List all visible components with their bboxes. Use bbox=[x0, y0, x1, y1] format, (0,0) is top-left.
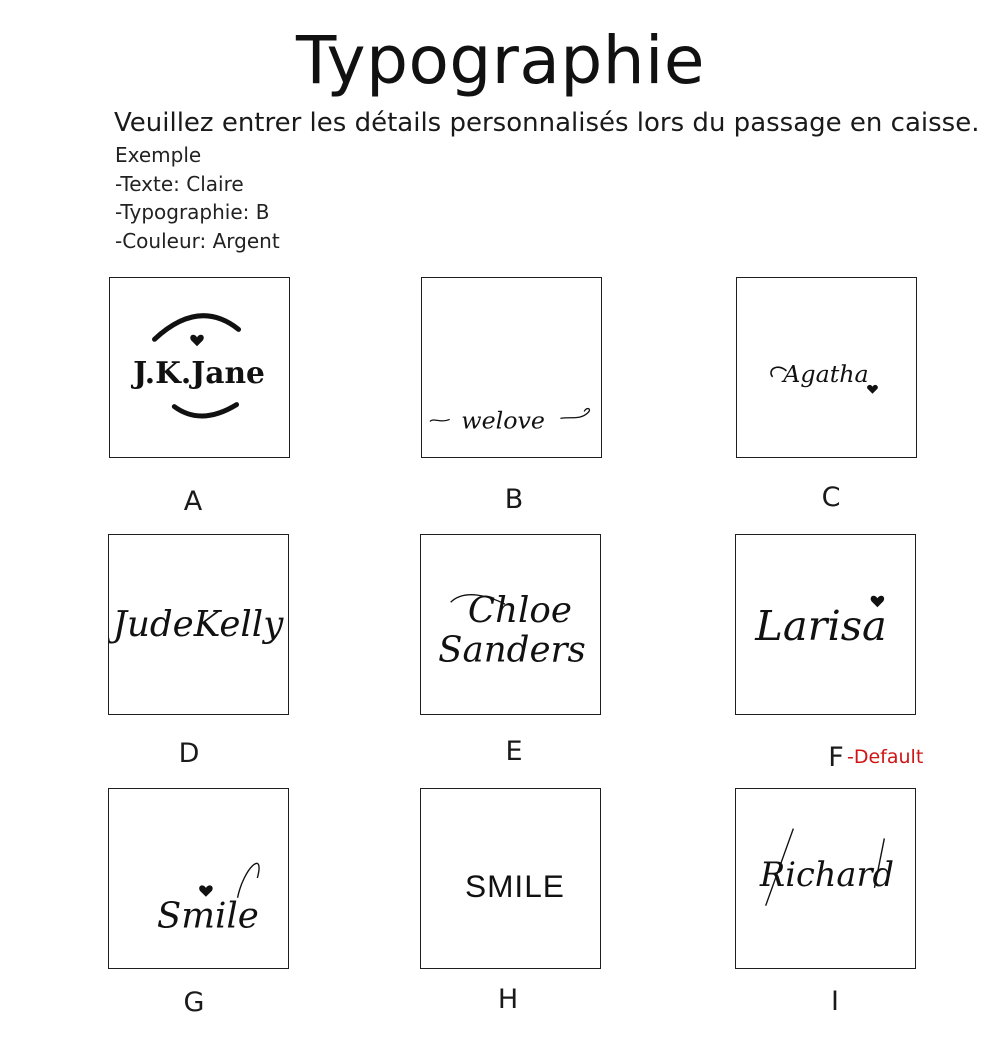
font-option-b[interactable] bbox=[421, 277, 602, 458]
example-heading: Exemple bbox=[115, 143, 202, 167]
font-sample-e-line1: Chloe bbox=[467, 590, 572, 632]
example-font-line: -Typographie: B bbox=[115, 200, 270, 224]
option-letter-d: D bbox=[178, 738, 200, 769]
font-option-g[interactable] bbox=[108, 788, 289, 969]
font-option-d[interactable] bbox=[108, 534, 289, 715]
option-letter-a: A bbox=[183, 486, 203, 517]
font-sample-a: J.K.Jane bbox=[133, 354, 265, 390]
example-block bbox=[115, 141, 280, 255]
font-option-f[interactable] bbox=[735, 534, 916, 715]
example-text-line: -Texte: Claire bbox=[115, 171, 244, 196]
option-letter-b: B bbox=[504, 484, 524, 515]
font-sample-a-graphic bbox=[110, 278, 289, 457]
font-option-h[interactable] bbox=[420, 788, 601, 969]
font-option-i[interactable] bbox=[735, 788, 916, 969]
font-sample-b: welove bbox=[461, 406, 545, 435]
font-sample-h: SMILE bbox=[465, 867, 565, 904]
font-sample-f: Larisa bbox=[755, 600, 887, 650]
option-letter-i: I bbox=[831, 986, 839, 1017]
default-badge: -Default bbox=[847, 746, 924, 768]
option-letter-g: G bbox=[183, 987, 205, 1018]
font-sample-d: JudeKelly bbox=[112, 603, 284, 645]
option-letter-h: H bbox=[497, 984, 519, 1015]
font-option-e[interactable] bbox=[420, 534, 601, 715]
heart-icon bbox=[190, 335, 203, 346]
option-letter-e: E bbox=[505, 736, 523, 767]
option-letter-c: C bbox=[821, 482, 841, 513]
font-sample-g: Smile bbox=[156, 895, 259, 937]
font-option-c[interactable] bbox=[736, 277, 917, 458]
font-sample-i: Richard bbox=[759, 854, 895, 894]
font-option-a[interactable] bbox=[109, 277, 290, 458]
option-letter-f: F bbox=[828, 742, 844, 773]
font-sample-c: Agatha bbox=[783, 359, 869, 388]
page-title: Typographie bbox=[295, 22, 705, 99]
font-sample-e-line2: Sanders bbox=[438, 629, 586, 671]
intro-text: Veuillez entrer les détails personnalisés lors du passage en caisse. bbox=[114, 108, 980, 138]
example-color-line: -Couleur: Argent bbox=[115, 228, 280, 253]
